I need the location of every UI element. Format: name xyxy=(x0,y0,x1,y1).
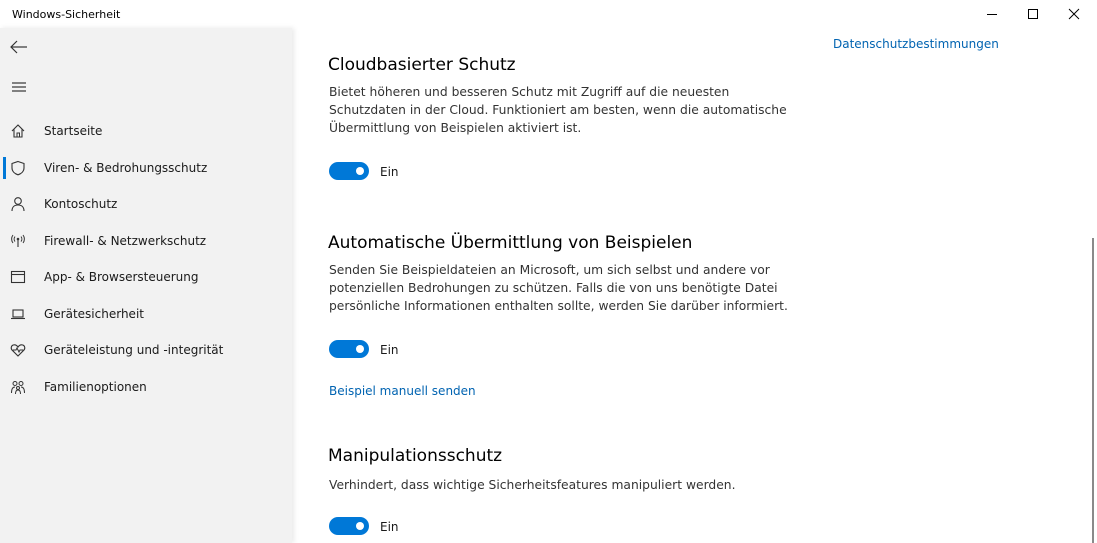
back-arrow-icon xyxy=(10,40,28,54)
laptop-icon xyxy=(10,306,26,322)
selection-indicator xyxy=(3,157,6,179)
tamper-protection-toggle[interactable] xyxy=(329,517,369,535)
toggle-knob xyxy=(356,345,364,353)
section-title: Automatische Übermittlung von Beispielen xyxy=(328,233,693,253)
scrollbar[interactable] xyxy=(1092,238,1094,543)
toggle-knob xyxy=(356,522,364,530)
heart-icon xyxy=(10,342,26,358)
sidebar-item-label: Firewall- & Netzwerkschutz xyxy=(44,234,207,248)
sidebar-item-label: App- & Browsersteuerung xyxy=(44,270,199,284)
menu-button[interactable] xyxy=(9,77,29,97)
sidebar-item-viren-bedrohungsschutz[interactable] xyxy=(0,153,292,183)
maximize-button[interactable] xyxy=(1010,0,1056,28)
sidebar-item-label: Kontoschutz xyxy=(44,197,118,211)
section-description: Verhindert, dass wichtige Sicherheitsfeatures manipuliert werden. xyxy=(329,478,736,492)
sidebar-item-label: Geräteleistung und -integrität xyxy=(44,343,224,357)
sidebar-item-app-browsersteuerung[interactable] xyxy=(0,262,292,292)
sidebar-item-label: Familienoptionen xyxy=(44,380,147,394)
close-button[interactable] xyxy=(1051,0,1097,28)
sidebar-item-kontoschutz[interactable] xyxy=(0,189,292,219)
toggle-state-label: Ein xyxy=(380,343,399,357)
home-icon xyxy=(10,123,26,139)
sidebar-item-geraeteleistung[interactable] xyxy=(0,335,292,365)
sidebar-item-label: Viren- & Bedrohungsschutz xyxy=(44,161,208,175)
section-description: Bietet höheren und besseren Schutz mit Zugriff auf die neuesten Schutzdaten in der Cloud. Funktioniert am besten, wenn die automatische Übermittlung von Beispielen aktiviert ist. xyxy=(329,85,787,136)
sidebar-item-firewall-netzwerkschutz[interactable] xyxy=(0,226,292,256)
maximize-icon xyxy=(1027,8,1039,20)
window-icon xyxy=(10,269,26,285)
window-title: Windows-Sicherheit xyxy=(12,8,121,21)
sample-submission-toggle[interactable] xyxy=(329,340,369,358)
toggle-state-label: Ein xyxy=(380,165,399,179)
sidebar-item-label: Gerätesicherheit xyxy=(44,307,144,321)
sidebar-item-familienoptionen[interactable] xyxy=(0,372,292,402)
minimize-button[interactable] xyxy=(969,0,1015,28)
toggle-state-label: Ein xyxy=(380,520,399,534)
toggle-knob xyxy=(356,167,364,175)
section-description: Senden Sie Beispieldateien an Microsoft, um sich selbst und andere vor potenziellen Bedrohungen zu schützen. Falls die von uns benötigte Datei persönliche Informationen enthalten sollte, werden Sie darüber informiert. xyxy=(329,263,788,314)
wireless-icon xyxy=(10,233,26,249)
sidebar-item-startseite[interactable] xyxy=(0,116,292,146)
title-bar xyxy=(0,0,1097,28)
section-title: Cloudbasierter Schutz xyxy=(328,55,516,75)
section-title: Manipulationsschutz xyxy=(328,446,503,466)
minimize-icon xyxy=(986,8,998,20)
family-icon xyxy=(10,379,26,395)
cloud-protection-toggle[interactable] xyxy=(329,162,369,180)
person-icon xyxy=(10,196,26,212)
sidebar xyxy=(0,28,292,543)
back-button[interactable] xyxy=(9,37,29,57)
submit-sample-link[interactable]: Beispiel manuell senden xyxy=(329,384,476,398)
close-icon xyxy=(1068,8,1080,20)
sidebar-item-label: Startseite xyxy=(44,124,103,138)
privacy-link[interactable]: Datenschutzbestimmungen xyxy=(833,37,999,51)
main-content xyxy=(292,28,1097,543)
shield-icon xyxy=(10,160,26,176)
hamburger-icon xyxy=(11,81,27,93)
sidebar-item-geraetesicherheit[interactable] xyxy=(0,299,292,329)
